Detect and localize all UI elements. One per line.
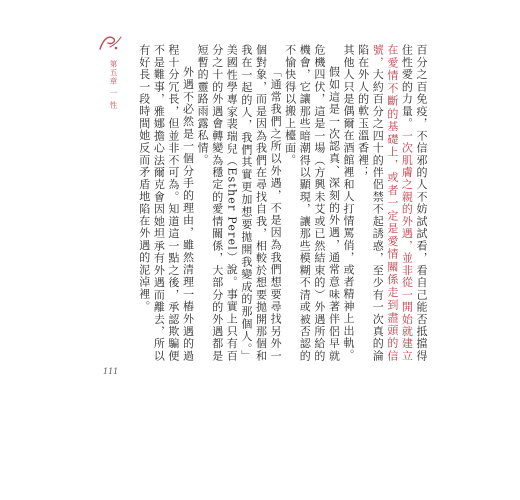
highlighted-text: 一次肌膚之親的外遇，並非從一開始就建立在愛情不斷的基礎上，或者一定是愛情關係走到盡頭的信號，: [371, 44, 414, 362]
paragraph-1: [355, 44, 428, 362]
publisher-logo-icon: [96, 33, 124, 53]
body-sentence: 外遇不必然是一個分手的理由，雖然清理一樁外遇的過程十分冗長，但並非不可為。知道這一點之後，承認欺騙便不是難事，雅娜擔心法爾克會因她坦承有外遇而離去，所以有好長一段時間她反而矛盾地陷在外遇的泥淖裡。: [137, 44, 195, 362]
paragraph-4: [195, 44, 283, 362]
paragraph-5: [137, 44, 195, 362]
body-sentence: 大約百分之四十的伴侶禁不起誘惑，至少有一次真的淪陷在外人的軟玉溫香裡；: [356, 44, 385, 362]
body-text: [137, 44, 428, 362]
paragraph-3: [282, 44, 340, 362]
body-sentence: 百分之百免疫，不信邪的人不妨試試看，看自己能否抵擋得住性愛的力量。: [400, 44, 428, 362]
paragraph-2: [340, 44, 355, 362]
page-number: 111: [103, 367, 119, 376]
running-header: 第五章 一 性: [109, 60, 118, 110]
body-sentence: 「通常我們之所以外遇，不是因為我們想要尋找另外一個對象，而是因為我們在尋找自我，相較於想要拋開那個和我在一起的人，我們其實更加想要拋開我變成的那個人。」美國性學專家裴瑞兒（Esther Perel）說。事實上只有百分之十的外遇會轉變為穩定的愛情關係，大部分的外遇都是短暫的靈路雨露私情。: [196, 44, 283, 362]
body-sentence: 其他人只是偶爾在酒館裡和人打情罵俏，或者精神上出軌。: [342, 44, 356, 362]
body-sentence: 假如這是一次認真、深刻的外遇，通常意味著伴侶早就危機四伏，這是一場（方興未艾或已然結束的）外遇所給的機會，它讓那些暗潮得以顯現，讓那些模糊不清或被否認的不愉快得以搬上檯面。: [283, 44, 341, 362]
